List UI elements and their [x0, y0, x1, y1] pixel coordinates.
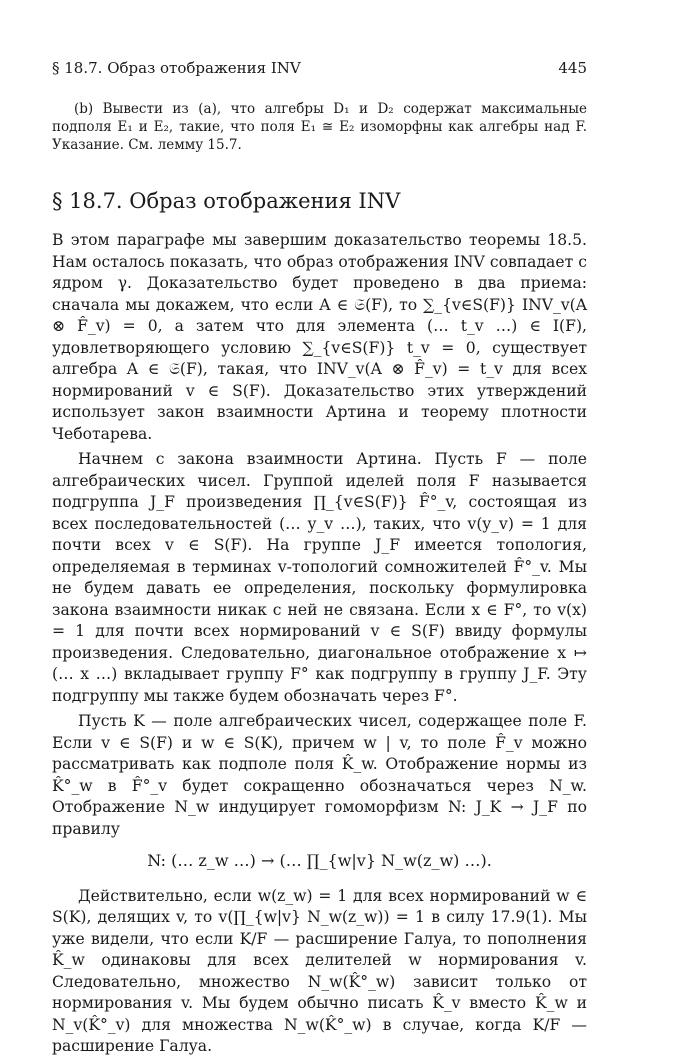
paragraph-1: В этом параграфе мы завершим доказательство теоремы 18.5. Нам осталось показать, что образ отображения INV совпадает с ядром γ. Доказательство будет проведено в два приема: сначала мы докажем, что если A ∈ 𝔖(F), то ∑_{v∈S(F)} INV_v(A ⊗ F̂_v) = 0, а затем что для элемента (… t_v …) ∈ I(F), удовлетворяющего условию ∑_{v∈S(F)} t_v = 0, существует алгебра A ∈ 𝔖(F), такая, что INV_v(A ⊗ F̂_v) = t_v для всех нормирований v ∈ S(F). Доказательство этих утверждений использует закон взаимности Артина и теорему плотности Чеботарева.	[52, 231, 587, 443]
section-body	[52, 230, 587, 1058]
paragraph-2: Начнем с закона взаимности Артина. Пусть F — поле алгебраических чисел. Группой иделей поля F называется подгруппа J_F произведения ∏_{v∈S(F)} F̂°_v, состоящая из всех последовательностей (… y_v …), таких, что v(y_v) = 1 для почти всех v ∈ S(F). На группе J_F имеется топология, определяемая в терминах v-топологий сомножителей F̂°_v. Мы не будем давать ее определения, поскольку формулировка закона взаимности никак с ней не связана. Если x ∈ F°, то v(x) = 1 для почти всех нормирований v ∈ S(F) ввиду формулы произведения. Следовательно, диагональное отображение x ↦ (… x …) вкладывает группу F° как подгруппу в группу J_F. Эту подгруппу мы также будем обозначать через F°.	[52, 450, 587, 705]
paragraph-3: Пусть K — поле алгебраических чисел, содержащее поле F. Если v ∈ S(F) и w ∈ S(K), причем w | v, то поле F̂_v можно рассматривать как подполе поля K̂_w. Отображение нормы из K̂°_w в F̂°_v будет сокращенно обозначаться через N_w. Отображение N_w индуцирует гомоморфизм N: J_K → J_F по правилу	[52, 712, 587, 838]
norm-homomorphism-formula: N: (… z_w …) → (… ∏_{w|v} N_w(z_w) …).	[147, 851, 492, 870]
running-title: § 18.7. Образ отображения INV	[52, 59, 301, 77]
section-heading: § 18.7. Образ отображения INV	[52, 189, 401, 213]
book-page	[52, 58, 587, 1058]
page-number: 445	[558, 59, 587, 77]
running-header	[52, 58, 587, 78]
exercise-b: (b) Вывести из (a), что алгебры D₁ и D₂ содержат максимальные подполя E₁ и E₂, такие, что поля E₁ ≅ E₂ изоморфны как алгебры над F. Указание. См. лемму 15.7.	[52, 101, 587, 153]
paragraph-4: Действительно, если w(z_w) = 1 для всех нормирований w ∈ S(K), делящих v, то v(∏_{w|v} N_w(z_w)) = 1 в силу 17.9(1). Мы уже видели, что если K/F — расширение Галуа, то пополнения K̂_w одинаковы для всех делителей w нормирования v. Следовательно, множество N_w(K̂°_w) зависит только от нормирования v. Мы будем обычно писать K̂_v вместо K̂_w и N_v(K̂°_v) для множества N_w(K̂°_w) в случае, когда K/F — расширение Галуа.	[52, 886, 587, 1055]
